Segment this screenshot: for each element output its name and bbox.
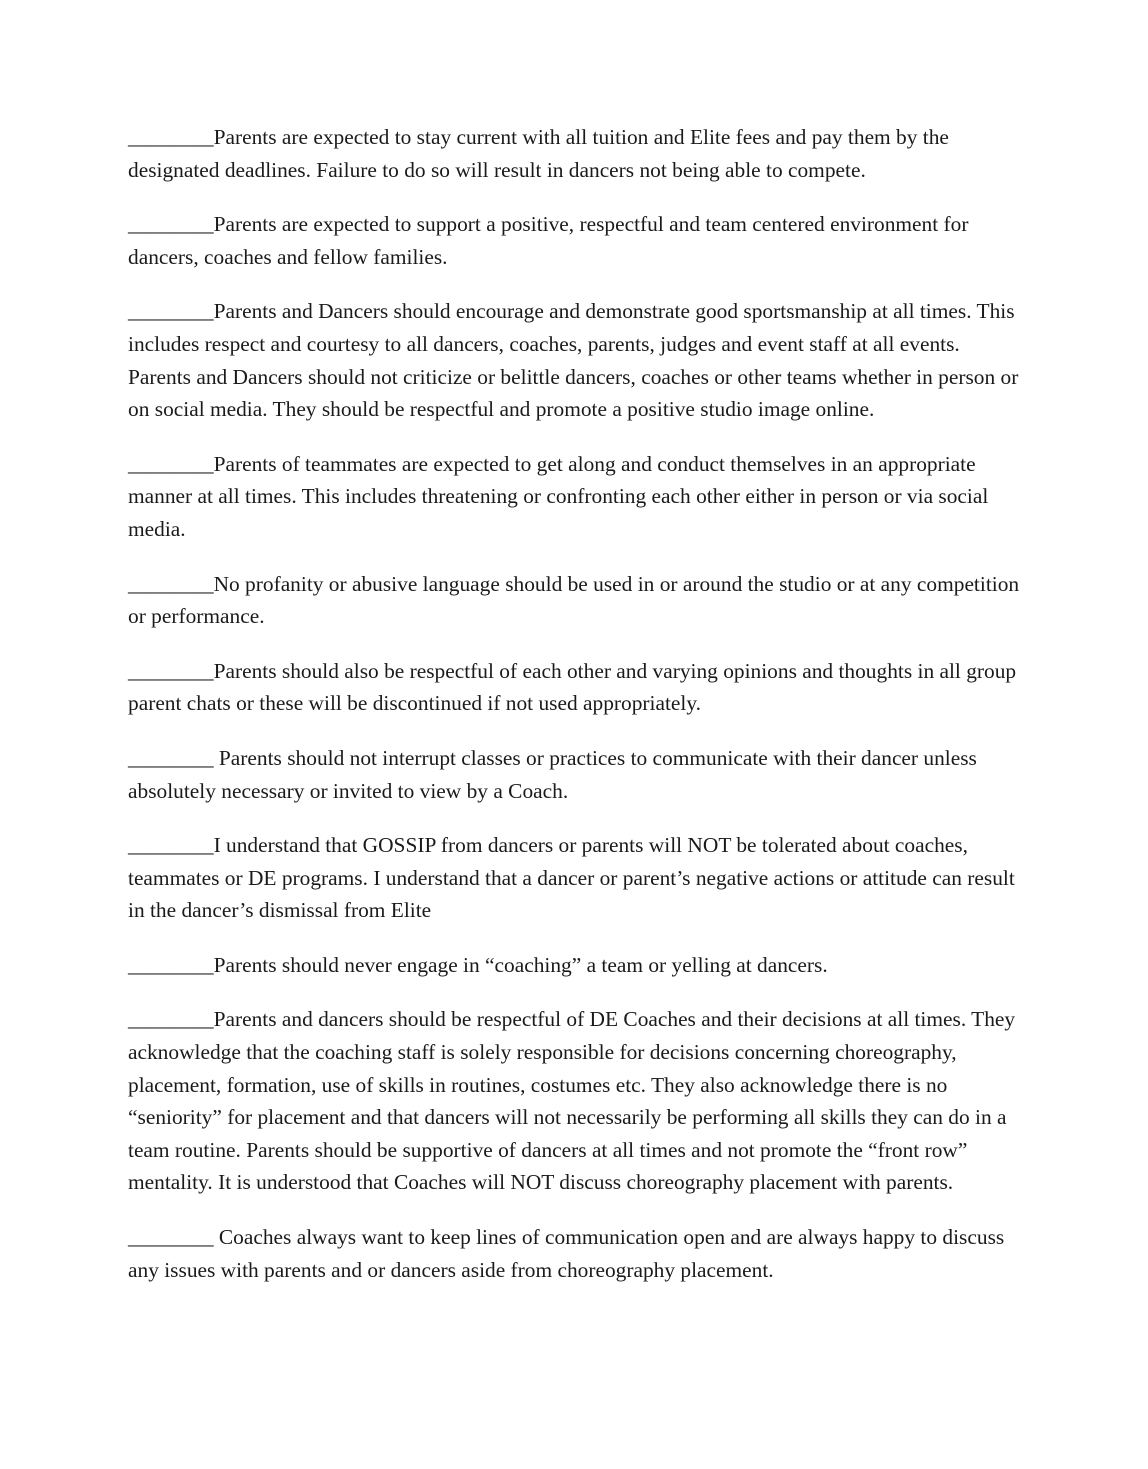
rule-item-coaching: [128, 949, 1028, 982]
initial-blank: ________: [128, 299, 214, 324]
rule-text: I understand that GOSSIP from dancers or parents will NOT be tolerated about coaches, teammates or DE programs. I understand that a dancer or parent’s negative actions or attitude can result in the dancer’s dismissal from Elite: [128, 833, 1015, 923]
initial-blank: ________: [128, 952, 214, 977]
rule-item-interruptions: [128, 742, 1028, 807]
initial-blank: ________: [128, 1007, 214, 1032]
rule-item-communication: [128, 1221, 1028, 1286]
initial-blank: ________: [128, 125, 214, 149]
rule-item-sportsmanship: [128, 295, 1028, 425]
document-page: [128, 121, 1028, 1308]
initial-blank: ________: [128, 658, 214, 683]
rule-text: Parents are expected to stay current with all tuition and Elite fees and pay them by the designated deadlines. Failure to do so will result in dancers not being able to compete.: [128, 125, 949, 182]
rule-text: Coaches always want to keep lines of communication open and are always happy to discuss any issues with parents and or dancers aside from choreography placement.: [128, 1225, 1005, 1282]
rule-text: Parents and dancers should be respectful of DE Coaches and their decisions at all times. They acknowledge that the coaching staff is solely responsible for decisions concerning choreography, placement, formation, use of skills in routines, costumes etc. They also acknowledge there is no “seniority” for placement and that dancers will not necessarily be performing all skills they can do in a team routine. Parents should be supportive of dancers at all times and not promote the “front row” mentality. It is understood that Coaches will NOT discuss choreography placement with parents.: [128, 1007, 1016, 1195]
initial-blank: ________: [128, 571, 214, 596]
initial-blank: ________: [128, 1225, 214, 1250]
initial-blank: ________: [128, 745, 214, 770]
rule-item-fees: [128, 121, 1028, 186]
rule-text: Parents are expected to support a positive, respectful and team centered environment for dancers, coaches and fellow families.: [128, 212, 969, 269]
rule-item-teammates: [128, 448, 1028, 546]
rule-item-environment: [128, 208, 1028, 273]
rule-item-profanity: [128, 568, 1028, 633]
rule-text: Parents of teammates are expected to get along and conduct themselves in an appropriate manner at all times. This includes threatening or confronting each other either in person or via social media.: [128, 451, 989, 541]
rule-item-group-chats: [128, 655, 1028, 720]
initial-blank: ________: [128, 212, 214, 237]
initial-blank: ________: [128, 833, 214, 858]
rule-item-gossip: [128, 829, 1028, 927]
rule-item-coach-decisions: [128, 1003, 1028, 1199]
rule-text: Parents should also be respectful of each other and varying opinions and thoughts in all group parent chats or these will be discontinued if not used appropriately.: [128, 658, 1017, 716]
rule-text: No profanity or abusive language should be used in or around the studio or at any competition or performance.: [128, 571, 1020, 629]
rule-text: Parents should never engage in “coaching” a team or yelling at dancers.: [213, 952, 828, 977]
initial-blank: ________: [128, 451, 214, 476]
rule-text: Parents and Dancers should encourage and demonstrate good sportsmanship at all times. This includes respect and courtesy to all dancers, coaches, parents, judges and event staff at all events. Parents and Dancers should not criticize or belittle dancers, coaches or other teams whether in person or on social media. They should be respectful and promote a positive studio image online.: [128, 299, 1019, 422]
rule-text: Parents should not interrupt classes or practices to communicate with their dancer unless absolutely necessary or invited to view by a Coach.: [128, 745, 977, 803]
